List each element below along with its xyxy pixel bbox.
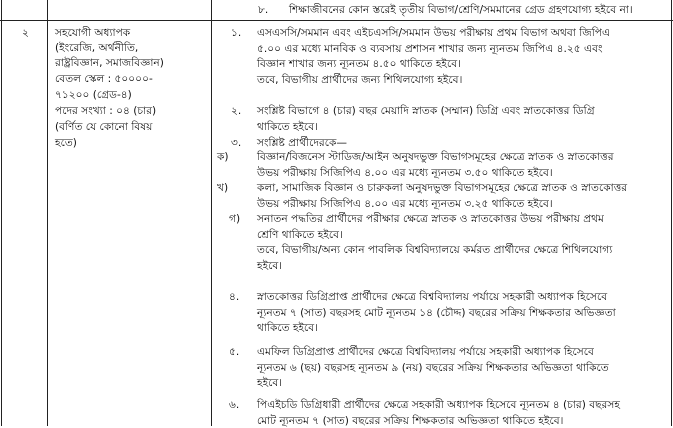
previous-row-item-number: ৮. bbox=[258, 4, 269, 16]
row-serial-number: ২ bbox=[22, 27, 29, 39]
post-description-line: রাষ্ট্রবিজ্ঞান, সমাজবিজ্ঞান) bbox=[55, 57, 164, 69]
requirement-item-text: ন্যূনতম ৭ (সাত) বছরসহ মোট ন্যূনতম ১৪ (চৌদ্দ) বছরের সক্রিয় শিক্ষকতার অভিজ্ঞতা bbox=[257, 306, 616, 319]
requirement-item-text: উভয় পরীক্ষায় সিজিপিএ ৪.০০ এর মধ্যে ন্যূনতম ৩.৫০ থাকিতে হইবে। bbox=[257, 166, 553, 179]
requirement-item-text: কলা, সামাজিক বিজ্ঞান ও চারুকলা অনুষদভুক্ত বিভাগসমূহের ক্ষেত্রে স্নাতক ও স্নাতকোত্তর bbox=[257, 182, 628, 194]
requirement-item-text: সনাতন পদ্ধতির প্রার্থীদের পরীক্ষার ক্ষেত্রে স্নাতক ও স্নাতকোত্তর উভয় পরীক্ষায় প্রথম bbox=[257, 213, 604, 225]
post-description-line: হতে) bbox=[55, 137, 77, 149]
requirement-item-text: তবে, বিভাগীয়/অন্য কোন পাবলিক বিশ্ববিদ্যালয়ে কর্মরত প্রার্থীদের ক্ষেত্রে শিথিলযোগ্য bbox=[257, 244, 613, 257]
post-description-line: সহযোগী অধ্যাপক bbox=[55, 27, 131, 39]
requirement-item-text: বিজ্ঞান শাখার জন্য ন্যূনতম ৪.৫০ থাকিতে হইবে। bbox=[257, 58, 461, 71]
requirement-item-text: এসএসসি/সমমান এবং এইচএসসি/সমমান উভয় পরীক্ষায় প্রথম বিভাগ অথবা জিপিএ bbox=[257, 27, 611, 39]
requirement-item-number: ৬. bbox=[229, 399, 240, 411]
requirement-item-text: এমফিল ডিগ্রিপ্রাপ্ত প্রার্থীদের ক্ষেত্রে বিশ্ববিদ্যালয় পর্যায়ে সহকারী অধ্যাপক হিসেবে bbox=[257, 346, 594, 358]
requirement-item-text: থাকিতে হইবে। bbox=[257, 120, 318, 133]
requirement-item-number: ৩. bbox=[231, 137, 242, 149]
requirement-item-number: ৪. bbox=[229, 291, 240, 303]
requirement-item-text: স্নাতকোত্তর ডিগ্রিপ্রাপ্ত প্রার্থীদের ক্ষেত্রে বিশ্ববিদ্যালয় পর্যায়ে সহকারী অধ্যাপক হিসেবে bbox=[257, 291, 608, 303]
requirement-item-text: সংশ্লিষ্ট প্রার্থীদেরকে— bbox=[257, 137, 348, 149]
table-row-divider bbox=[0, 20, 673, 21]
requirement-item-number: ১. bbox=[231, 27, 242, 39]
post-description-line: (বর্ণিত যে কোনো বিষয় bbox=[55, 121, 153, 133]
post-description-line: পদের সংখ্যা : ০৪ (চার) bbox=[55, 105, 157, 117]
requirement-item-number: ক) bbox=[217, 151, 229, 163]
requirement-item-text: সংশ্লিষ্ট বিভাগে ৪ (চার) বছর মেয়াদি স্নাতক (সম্মান) ডিগ্রি এবং স্নাতকোত্তর ডিগ্রি bbox=[257, 105, 595, 117]
post-description-line: ৭১২০০ (গ্রেড-৪) bbox=[55, 89, 132, 101]
requirement-item-text: বিজ্ঞান/বিজনেস স্টাডিজ/আইন অনুষদভুক্ত বিভাগসমূহের ক্ষেত্রে স্নাতক ও স্নাতকোত্তর bbox=[257, 151, 614, 163]
requirement-item-text: শ্রেণি থাকিতে হইবে। bbox=[257, 228, 343, 241]
requirement-item-number: ৫. bbox=[229, 346, 240, 358]
table-border-right bbox=[671, 0, 672, 426]
post-description-line: বেতল স্কেল : ৫০০০০- bbox=[55, 73, 153, 85]
requirement-item-text: তবে, বিভাগীয় প্রার্থীদের জন্য শিথিলযোগ্য হইবে। bbox=[257, 73, 463, 86]
requirement-item-text: হইবে। bbox=[257, 259, 283, 272]
requirement-item-number: গ) bbox=[229, 213, 241, 225]
requirement-item-text: মোট ন্যূনতম ৭ (সাত) বছরের সক্রিয় শিক্ষকতার অভিজ্ঞতা থাকিতে হইবে। bbox=[257, 414, 564, 427]
requirement-item-text: উভয় পরীক্ষায় সিজিপিএ ৪.০০ এর মধ্যে ন্যূনতম ৩.২৫ থাকিতে হইবে। bbox=[257, 197, 553, 210]
requirement-item-text: ন্যূনতম ৬ (ছয়) বছরসহ ন্যূনতম ৯ (নয়) বছরের সক্রিয় শিক্ষকতার অভিজ্ঞতা থাকিতে bbox=[257, 361, 609, 374]
table-border-left bbox=[1, 0, 2, 426]
requirement-item-number: খ) bbox=[217, 182, 229, 194]
requirement-item-text: হইবে। bbox=[257, 377, 283, 390]
previous-row-item-text: শিক্ষাজীবনের কোন স্তরেই তৃতীয় বিভাগ/শ্রেণি/সমমানের গ্রেড গ্রহণযোগ্য হইবে না। bbox=[289, 4, 633, 16]
table-divider-post bbox=[211, 0, 212, 426]
requirement-item-text: ৫.০০ এর মধ্যে মানবিক ও ব্যবসায় প্রশাসন শাখার জন্য ন্যূনতম জিপিএ ৪.২৫ এবং bbox=[257, 42, 603, 55]
post-description-line: (ইংরেজি, অর্থনীতি, bbox=[55, 42, 139, 54]
requirement-item-text: পিএইচডি ডিগ্রিধারী প্রার্থীদের ক্ষেত্রে সহকারী অধ্যাপক হিসেবে ন্যূনতম ৪ (চার) বছরসহ bbox=[257, 399, 620, 411]
requirement-item-text: থাকিতে হইবে। bbox=[257, 322, 318, 335]
table-divider-serial bbox=[47, 0, 48, 426]
requirement-item-number: ২. bbox=[231, 105, 242, 117]
